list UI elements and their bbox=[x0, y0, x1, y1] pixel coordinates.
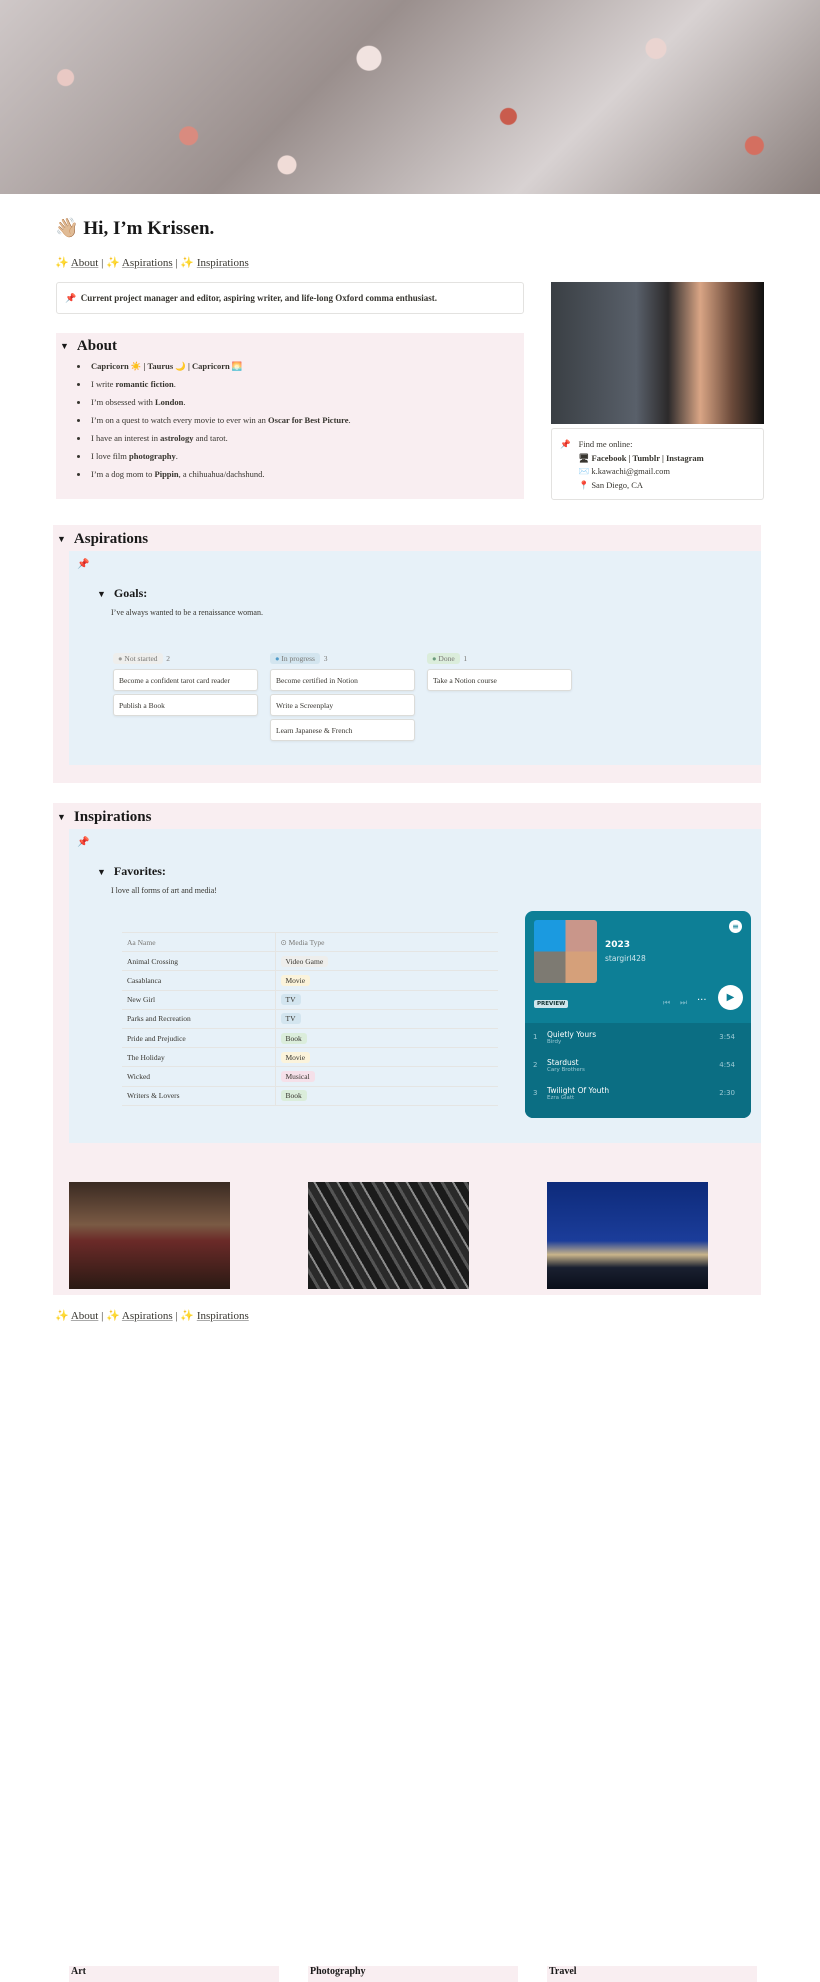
intro-callout bbox=[56, 282, 524, 314]
pushpin-icon: 📌 bbox=[65, 293, 77, 303]
name-cell[interactable]: Writers & Lovers bbox=[122, 1086, 275, 1105]
previous-icon[interactable]: ⏮ bbox=[663, 998, 671, 1007]
separator: | bbox=[101, 257, 104, 269]
about-item-text: . bbox=[348, 415, 351, 425]
track-number: 3 bbox=[533, 1089, 538, 1097]
track-duration: 2:30 bbox=[719, 1089, 735, 1097]
callout-text: Current project manager and editor, aspiring writer, and life-long Oxford comma enthusiast. bbox=[80, 293, 438, 303]
travel-image[interactable] bbox=[547, 1182, 708, 1289]
track-artist: Cary Brothers bbox=[547, 1066, 585, 1073]
media-type-tag: Book bbox=[281, 1090, 307, 1101]
about-heading: About bbox=[76, 337, 117, 354]
status-dot-icon: ● bbox=[275, 654, 280, 663]
name-cell[interactable]: Parks and Recreation bbox=[122, 1009, 275, 1028]
profile-photo bbox=[551, 282, 764, 424]
track-title: Twilight Of Youth bbox=[547, 1085, 610, 1095]
name-cell[interactable]: New Girl bbox=[122, 990, 275, 1009]
goal-card[interactable]: Publish a Book bbox=[113, 694, 258, 716]
goal-card[interactable]: Take a Notion course bbox=[427, 669, 572, 691]
about-item bbox=[89, 429, 524, 447]
nav-aspirations[interactable]: Aspirations bbox=[121, 1310, 173, 1322]
nav-inspirations[interactable]: Inspirations bbox=[196, 257, 249, 269]
goals-callout bbox=[69, 551, 761, 765]
track-row[interactable] bbox=[525, 1051, 751, 1079]
about-toggle bbox=[56, 333, 524, 499]
table-row[interactable] bbox=[122, 971, 498, 990]
track-artist: Ezra Glatt bbox=[547, 1094, 575, 1101]
sparkles-icon: ✨ bbox=[55, 257, 69, 269]
about-item-text: Capricorn ☀️ | Taurus 🌙 | Capricorn 🌅 bbox=[91, 361, 243, 371]
table-row[interactable] bbox=[122, 1067, 498, 1086]
about-item-text: . bbox=[173, 379, 176, 389]
about-item-text: astrology bbox=[160, 433, 194, 443]
media-type-tag: Movie bbox=[281, 975, 311, 986]
about-item-text: I love film bbox=[91, 451, 130, 461]
play-button[interactable]: ▶ bbox=[718, 985, 743, 1010]
spotify-embed[interactable] bbox=[525, 911, 751, 1118]
status-tag: ● Not started bbox=[113, 653, 163, 664]
media-type-tag: TV bbox=[281, 994, 301, 1005]
name-cell[interactable]: Wicked bbox=[122, 1067, 275, 1086]
email[interactable]: k.kawachi@gmail.com bbox=[591, 466, 670, 476]
name-cell[interactable]: The Holiday bbox=[122, 1048, 275, 1067]
page-title: 👋🏼 Hi, I’m Krissen. bbox=[55, 218, 215, 239]
envelope-icon: ✉️ bbox=[578, 466, 590, 476]
pushpin-icon: 📌 bbox=[77, 559, 90, 570]
goal-card[interactable]: Write a Screenplay bbox=[270, 694, 415, 716]
find-me-label: Find me online: bbox=[578, 439, 633, 449]
status-tag: ● In progress bbox=[270, 653, 320, 664]
contact-card: 📌 Find me online: 🖥 Facebook | Tumblr | Instagram ✉️ k.kawachi@gmail.com 📍 San Diego, CA bbox=[551, 428, 764, 500]
about-item-text: I’m on a quest to watch every movie to ever win an bbox=[91, 415, 269, 425]
column-count: 1 bbox=[463, 654, 468, 663]
top-nav bbox=[55, 256, 249, 269]
about-item bbox=[89, 357, 524, 375]
nav-inspirations[interactable]: Inspirations bbox=[196, 1310, 249, 1322]
toggle-triangle-icon[interactable]: ▼ bbox=[97, 866, 106, 877]
media-type-cell[interactable] bbox=[275, 1009, 498, 1028]
facebook-link[interactable]: Facebook bbox=[591, 452, 627, 463]
status-tag: ● Done bbox=[427, 653, 460, 664]
aspirations-heading: Aspirations bbox=[73, 530, 149, 547]
tumblr-link[interactable]: Tumblr bbox=[632, 452, 660, 463]
art-image[interactable] bbox=[69, 1182, 230, 1289]
cover-image bbox=[0, 0, 820, 194]
playlist-title[interactable]: 2023 bbox=[605, 940, 631, 950]
location: San Diego, CA bbox=[591, 479, 644, 490]
toggle-triangle-icon[interactable]: ▼ bbox=[97, 588, 106, 599]
media-type-tag: Video Game bbox=[281, 956, 329, 967]
inspirations-heading: Inspirations bbox=[73, 808, 152, 825]
about-item-text: London bbox=[154, 397, 184, 407]
separator: | bbox=[175, 1310, 178, 1322]
media-type-cell[interactable] bbox=[275, 1048, 498, 1067]
bottom-nav bbox=[55, 1309, 249, 1322]
about-item bbox=[89, 375, 524, 393]
separator: | bbox=[101, 1310, 104, 1322]
instagram-link[interactable]: Instagram bbox=[665, 452, 704, 463]
about-item-text: Pippin bbox=[154, 469, 179, 479]
track-list bbox=[525, 1023, 751, 1118]
track-number: 2 bbox=[533, 1061, 538, 1069]
media-type-column-header[interactable]: ⊙ Media Type bbox=[275, 933, 498, 952]
about-item-text: . bbox=[175, 451, 178, 461]
name-cell[interactable]: Casablanca bbox=[122, 971, 275, 990]
about-item-text: . bbox=[183, 397, 186, 407]
about-item-text: , a chihuahua/dachshund. bbox=[178, 469, 265, 479]
toggle-triangle-icon[interactable]: ▼ bbox=[57, 812, 66, 822]
nav-about[interactable]: About bbox=[70, 1310, 99, 1322]
media-type-cell[interactable] bbox=[275, 1067, 498, 1086]
gallery-title-art: Art bbox=[69, 1966, 279, 1982]
name-cell[interactable]: Animal Crossing bbox=[122, 952, 275, 971]
status-dot-icon: ● bbox=[118, 654, 123, 663]
sparkles-icon: ✨ bbox=[106, 1310, 120, 1322]
separator: | bbox=[175, 257, 178, 269]
track-row[interactable] bbox=[525, 1023, 751, 1051]
about-item bbox=[89, 411, 524, 429]
nav-aspirations[interactable]: Aspirations bbox=[121, 257, 173, 269]
about-item bbox=[89, 393, 524, 411]
media-type-cell[interactable] bbox=[275, 1028, 498, 1047]
table-row[interactable] bbox=[122, 1028, 498, 1047]
table-row[interactable] bbox=[122, 952, 498, 971]
goal-card[interactable]: Become certified in Notion bbox=[270, 669, 415, 691]
pushpin-icon: 📌 bbox=[77, 837, 90, 848]
media-type-tag: Movie bbox=[281, 1052, 311, 1063]
board-column bbox=[113, 653, 258, 719]
table-row[interactable] bbox=[122, 1009, 498, 1028]
playlist-user[interactable]: stargirl428 bbox=[605, 954, 646, 963]
media-type-tag: Book bbox=[281, 1033, 307, 1044]
column-count: 2 bbox=[166, 654, 171, 663]
media-type-cell[interactable] bbox=[275, 1086, 498, 1105]
photography-image[interactable] bbox=[308, 1182, 469, 1289]
media-type-cell[interactable] bbox=[275, 990, 498, 1009]
about-item-text: I’m a dog mom to bbox=[91, 469, 155, 479]
about-item-text: and tarot. bbox=[193, 433, 228, 443]
table-row[interactable] bbox=[122, 1086, 498, 1105]
spotify-logo-icon[interactable]: ≡ bbox=[729, 920, 742, 933]
track-row[interactable] bbox=[525, 1079, 751, 1107]
about-item-text: Oscar for Best Picture bbox=[268, 415, 349, 425]
favorites-table bbox=[122, 932, 498, 1106]
goal-card[interactable]: Learn Japanese & French bbox=[270, 719, 415, 741]
favorites-heading: Favorites: bbox=[113, 864, 166, 878]
about-item-text: photography bbox=[129, 451, 176, 461]
sparkles-icon: ✨ bbox=[55, 1310, 69, 1322]
gallery-title-photography: Photography bbox=[308, 1966, 518, 1982]
toggle-triangle-icon[interactable]: ▼ bbox=[60, 341, 69, 351]
track-number: 1 bbox=[533, 1033, 538, 1041]
track-duration: 4:54 bbox=[719, 1061, 735, 1069]
about-list bbox=[89, 357, 524, 483]
nav-about[interactable]: About bbox=[70, 257, 99, 269]
about-item bbox=[89, 465, 524, 483]
about-item-text: romantic fiction bbox=[115, 379, 174, 389]
more-icon[interactable]: ··· bbox=[697, 995, 707, 1006]
goal-card[interactable]: Become a confident tarot card reader bbox=[113, 669, 258, 691]
media-type-cell[interactable] bbox=[275, 952, 498, 971]
about-item-text: I write bbox=[91, 379, 116, 389]
sparkles-icon: ✨ bbox=[106, 257, 120, 269]
location-pin-icon: 📍 bbox=[578, 479, 590, 490]
sparkles-icon: ✨ bbox=[180, 1310, 195, 1322]
about-item bbox=[89, 447, 524, 465]
goals-description: I’ve always wanted to be a renaissance woman. bbox=[111, 608, 263, 617]
column-count: 3 bbox=[323, 654, 328, 663]
about-item-text: I have an interest in bbox=[91, 433, 161, 443]
aspirations-toggle bbox=[53, 525, 761, 783]
name-column-header[interactable]: Aa Name bbox=[122, 933, 275, 952]
board-column bbox=[427, 653, 572, 694]
media-type-tag: Musical bbox=[281, 1071, 315, 1082]
sparkles-icon: ✨ bbox=[180, 257, 195, 269]
favorites-description: I love all forms of art and media! bbox=[111, 886, 217, 895]
about-item-text: I’m obsessed with bbox=[91, 397, 155, 407]
goals-heading: Goals: bbox=[113, 586, 148, 600]
playlist-cover bbox=[534, 920, 597, 983]
media-type-tag: TV bbox=[281, 1013, 301, 1024]
board-column bbox=[270, 653, 415, 744]
toggle-triangle-icon[interactable]: ▼ bbox=[57, 534, 66, 544]
track-title: Stardust bbox=[547, 1057, 579, 1067]
pushpin-icon: 📌 bbox=[560, 439, 571, 449]
media-type-cell[interactable] bbox=[275, 971, 498, 990]
name-cell[interactable]: Pride and Prejudice bbox=[122, 1028, 275, 1047]
track-duration: 3:54 bbox=[719, 1033, 735, 1041]
next-icon[interactable]: ⏭ bbox=[680, 998, 688, 1007]
status-dot-icon: ● bbox=[432, 654, 437, 663]
preview-badge: PREVIEW bbox=[534, 1000, 568, 1008]
table-row[interactable] bbox=[122, 1048, 498, 1067]
track-title: Quietly Yours bbox=[547, 1029, 597, 1039]
table-row[interactable] bbox=[122, 990, 498, 1009]
gallery-title-travel: Travel bbox=[547, 1966, 757, 1982]
track-artist: Birdy bbox=[547, 1038, 562, 1045]
